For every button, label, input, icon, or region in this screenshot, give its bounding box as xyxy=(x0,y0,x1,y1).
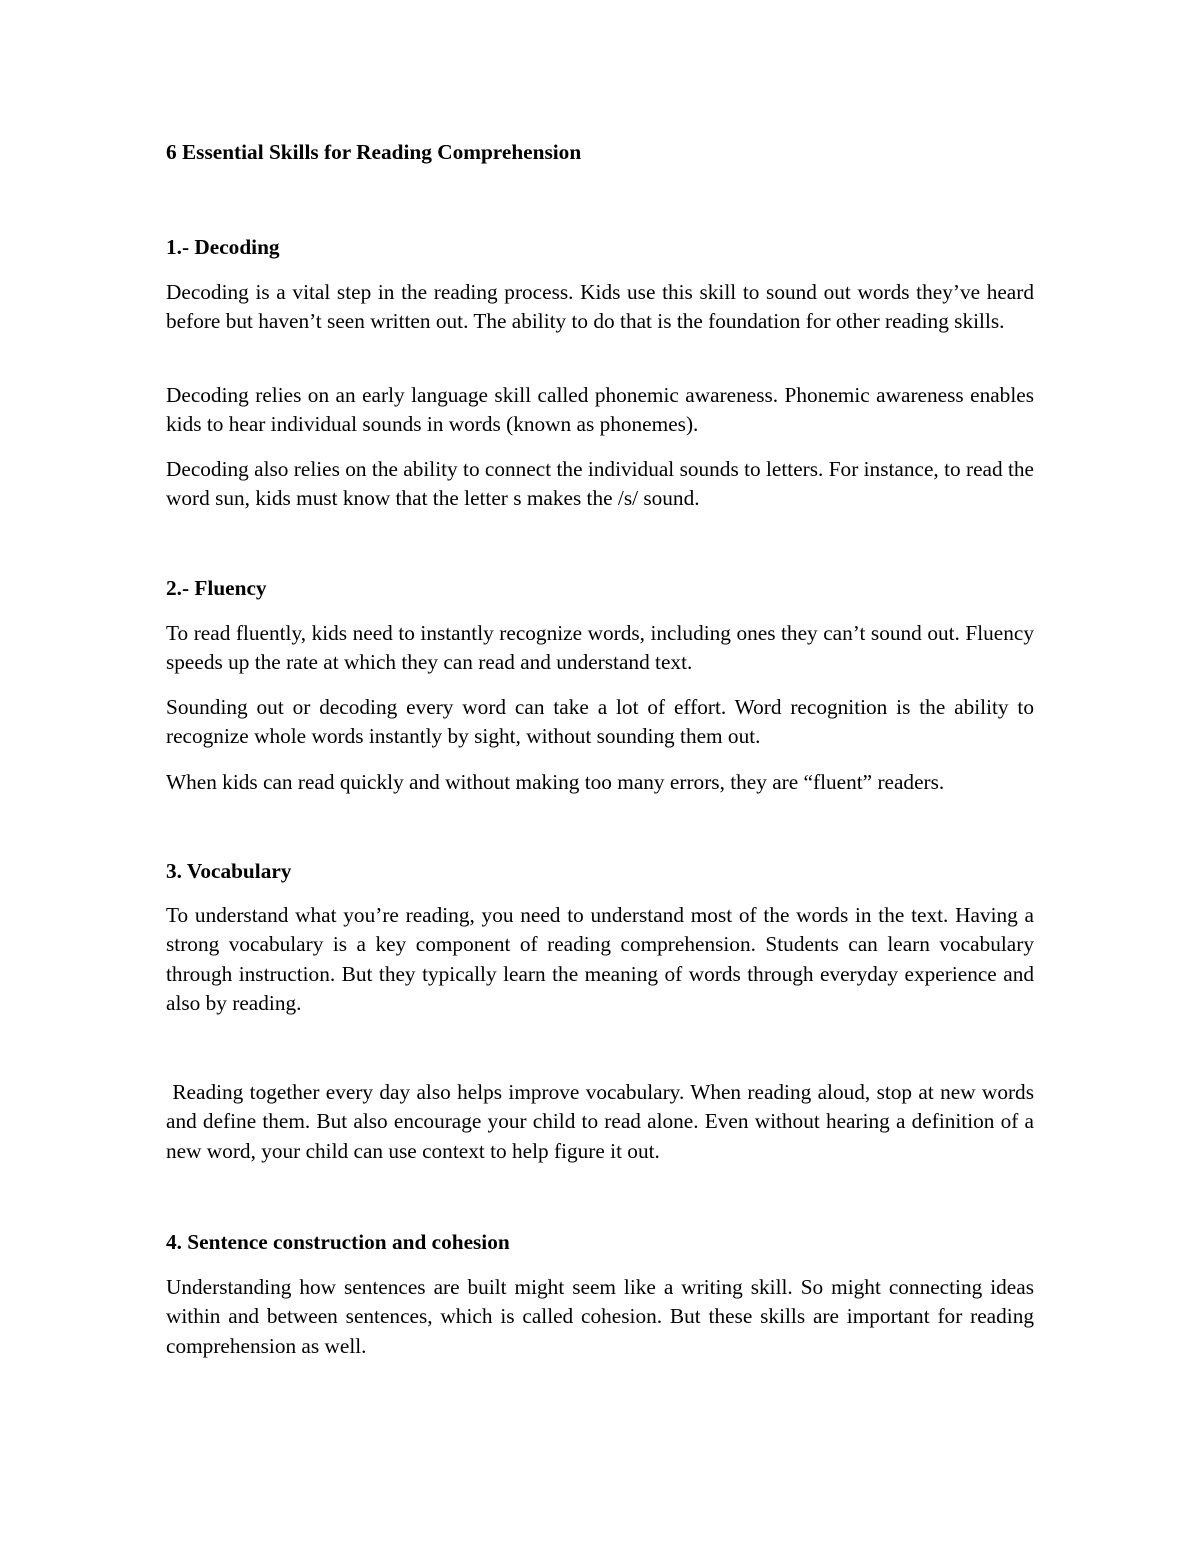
fluency-paragraph-3: When kids can read quickly and without making too many errors, they are “fluent” readers. xyxy=(166,770,945,794)
section-heading-vocabulary: 3. Vocabulary xyxy=(166,859,292,883)
fluency-paragraph-2: Sounding out or decoding every word can take a lot of effort. Word recognition is the ability to recognize whole words instantly by sight, without sounding them out. xyxy=(166,695,1034,749)
decoding-paragraph-3: Decoding also relies on the ability to connect the individual sounds to letters. For instance, to read the word sun, kids must know that the letter s makes the /s/ sound. xyxy=(166,457,1034,511)
vocabulary-paragraph-2: Reading together every day also helps improve vocabulary. When reading aloud, stop at new words and define them. But also encourage your child to read alone. Even without hearing a definition of a new word, your child can use context to help figure it out. xyxy=(166,1080,1040,1163)
sentence-construction-paragraph-1: Understanding how sentences are built might seem like a writing skill. So might connecting ideas within and between sentences, which is called cohesion. But these skills are important for reading comprehension as well. xyxy=(166,1275,1034,1358)
decoding-paragraph-1: Decoding is a vital step in the reading process. Kids use this skill to sound out words they’ve heard before but haven’t seen written out. The ability to do that is the foundation for other reading skills. xyxy=(166,280,1034,334)
fluency-paragraph-1: To read fluently, kids need to instantly recognize words, including ones they can’t sound out. Fluency speeds up the rate at which they can read and understand text. xyxy=(166,621,1034,675)
section-heading-sentence-construction: 4. Sentence construction and cohesion xyxy=(166,1230,510,1254)
section-heading-decoding: 1.- Decoding xyxy=(166,235,280,259)
section-heading-fluency: 2.- Fluency xyxy=(166,576,267,600)
vocabulary-paragraph-1: To understand what you’re reading, you need to understand most of the words in the text. Having a strong vocabulary is a key component of reading comprehension. Students can learn vocabulary through instruction. But they typically learn the meaning of words through everyday experience and also by reading. xyxy=(166,903,1034,1015)
document-title: 6 Essential Skills for Reading Comprehension xyxy=(166,140,582,164)
decoding-paragraph-2: Decoding relies on an early language skill called phonemic awareness. Phonemic awareness enables kids to hear individual sounds in words (known as phonemes). xyxy=(166,383,1034,437)
